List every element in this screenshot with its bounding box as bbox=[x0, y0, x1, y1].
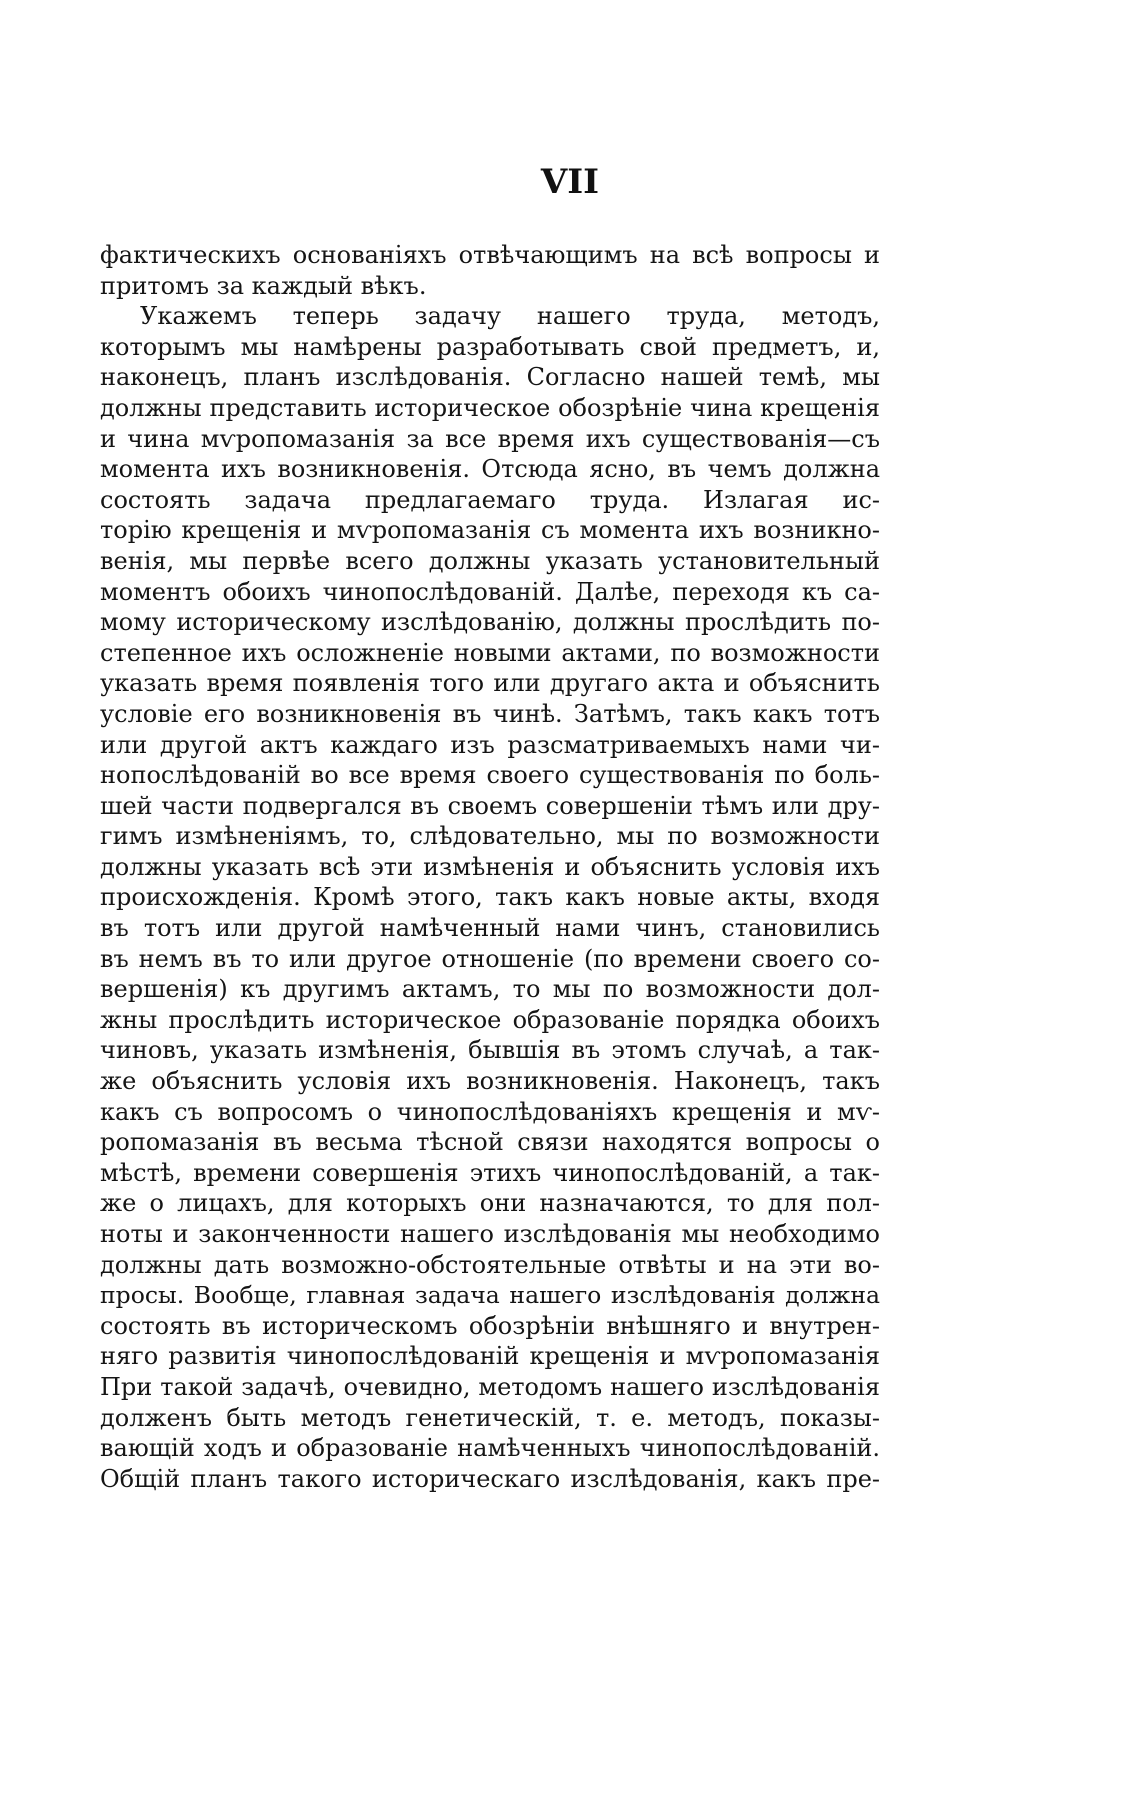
text-line: момента ихъ возникновенія. Отсюда ясно, въ чемъ должна bbox=[100, 455, 880, 484]
text-line: няго развитія чинопослѣдованій крещенія и мѵропомазанія bbox=[100, 1342, 880, 1371]
text-line: должны представить историческое обозрѣніе чина крещенія bbox=[100, 393, 880, 422]
text-line: или другой актъ каждаго изъ разсматриваемыхъ нами чи- bbox=[100, 730, 880, 759]
text-line: степенное ихъ осложненіе новыми актами, по возможности bbox=[100, 638, 880, 667]
text-line: происхожденія. Кромѣ этого, такъ какъ новые акты, входя bbox=[100, 883, 880, 912]
text-line: мому историческому изслѣдованію, должны прослѣдить по- bbox=[100, 608, 880, 637]
text-line: какъ съ вопросомъ о чинопослѣдованіяхъ крещенія и мѵ- bbox=[100, 1097, 880, 1126]
text-line: вершенія) къ другимъ актамъ, то мы по возможности дол- bbox=[100, 975, 880, 1004]
text-line: торію крещенія и мѵропомазанія съ момента ихъ возникно- bbox=[100, 516, 880, 545]
text-line: же о лицахъ, для которыхъ они назначаются, то для пол- bbox=[100, 1189, 880, 1218]
text-line: и чина мѵропомазанія за все время ихъ существованія—съ bbox=[100, 424, 880, 453]
text-line: При такой задачѣ, очевидно, методомъ нашего изслѣдованія bbox=[100, 1372, 880, 1401]
text-line: долженъ быть методъ генетическій, т. е. методъ, показы- bbox=[100, 1403, 880, 1432]
text-line: вающій ходъ и образованіе намѣченныхъ чинопослѣдованій. bbox=[100, 1434, 880, 1463]
text-line: фактическихъ основаніяхъ отвѣчающимъ на всѣ вопросы и bbox=[100, 241, 880, 269]
text-line: моментъ обоихъ чинопослѣдованій. Далѣе, переходя къ са- bbox=[100, 577, 880, 606]
text-line: жны прослѣдить историческое образованіе порядка обоихъ bbox=[100, 1005, 880, 1034]
text-line: же объяснить условія ихъ возникновенія. Наконецъ, такъ bbox=[100, 1067, 880, 1096]
text-line: шей части подвергался въ своемъ совершеніи тѣмъ или дру- bbox=[100, 791, 880, 820]
text-line: просы. Вообще, главная задача нашего изслѣдованія должна bbox=[100, 1281, 880, 1310]
text-line: условіе его возникновенія въ чинѣ. Затѣмъ, такъ какъ тотъ bbox=[100, 699, 880, 728]
text-line: венія, мы первѣе всего должны указать установительный bbox=[100, 546, 880, 575]
text-line: въ тотъ или другой намѣченный нами чинъ, становились bbox=[100, 914, 880, 943]
text-line: Общій планъ такого историческаго изслѣдованія, какъ пре- bbox=[100, 1464, 880, 1493]
page-number: VII bbox=[540, 162, 600, 202]
text-line: должны дать возможно-обстоятельные отвѣты и на эти во- bbox=[100, 1250, 880, 1279]
text-line: чиновъ, указать измѣненія, бывшія въ этомъ случаѣ, а так- bbox=[100, 1036, 880, 1065]
text-line: должны указать всѣ эти измѣненія и объяснить условія ихъ bbox=[100, 852, 880, 881]
text-line: ропомазанія въ весьма тѣсной связи находятся вопросы о bbox=[100, 1128, 880, 1157]
text-line: мѣстѣ, времени совершенія этихъ чинопослѣдованій, а так- bbox=[100, 1158, 880, 1187]
text-line: наконецъ, планъ изслѣдованія. Согласно нашей темѣ, мы bbox=[100, 363, 880, 392]
text-line: состоять задача предлагаемаго труда. Излагая ис- bbox=[100, 485, 880, 514]
text-line: состоять въ историческомъ обозрѣніи внѣшняго и внутрен- bbox=[100, 1311, 880, 1340]
text-line: ноты и законченности нашего изслѣдованія мы необходимо bbox=[100, 1220, 880, 1248]
text-line: Укажемъ теперь задачу нашего труда, методъ, bbox=[140, 302, 880, 331]
body-text bbox=[100, 240, 880, 1494]
text-line: въ немъ въ то или другое отношеніе (по времени своего со- bbox=[100, 944, 880, 973]
text-line: гимъ измѣненіямъ, то, слѣдовательно, мы по возможности bbox=[100, 822, 880, 851]
text-line: которымъ мы намѣрены разработывать свой предметъ, и, bbox=[100, 332, 880, 361]
text-line: нопослѣдованій во все время своего существованія по боль- bbox=[100, 761, 880, 790]
text-line: указать время появленія того или другаго акта и объяснить bbox=[100, 669, 880, 698]
text-line: притомъ за каждый вѣкъ. bbox=[100, 271, 427, 300]
